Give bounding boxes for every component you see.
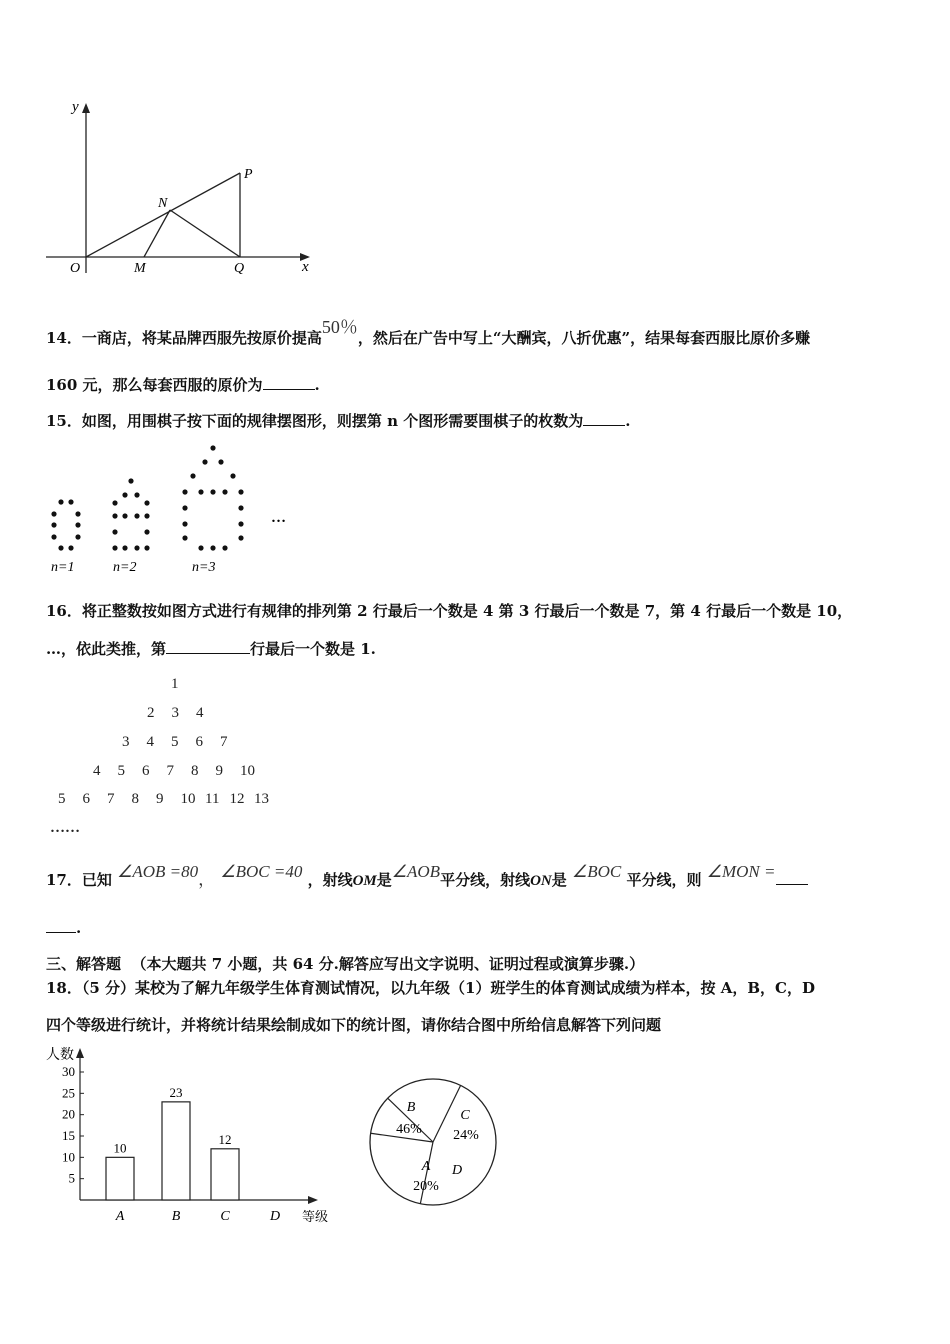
go-stone <box>75 522 80 527</box>
triangle-number: 4 <box>93 763 101 779</box>
go-stone <box>144 500 149 505</box>
go-stone <box>112 545 117 550</box>
go-stone <box>238 505 243 510</box>
q17-angle-boc: ∠BOC <box>572 862 622 881</box>
q16-line2 <box>46 638 376 659</box>
go-stone <box>144 529 149 534</box>
y-axis-arrow <box>82 103 90 113</box>
triangle-number: 8 <box>131 791 139 807</box>
go-stones-group <box>51 445 243 550</box>
pie-percent-label: 20% <box>413 1179 439 1194</box>
go-stone <box>144 513 149 518</box>
pattern-ellipsis: … <box>271 510 286 526</box>
q17-answer-blank-2 <box>46 918 76 933</box>
go-stone <box>222 489 227 494</box>
go-stone <box>182 535 187 540</box>
triangle-number: 7 <box>220 734 228 750</box>
triangle-number: 12 <box>229 791 245 807</box>
q14-end: . <box>314 376 320 394</box>
triangle-number: 8 <box>191 763 199 779</box>
pie-percent-label: 46% <box>396 1122 422 1137</box>
y-tick-label: 20 <box>62 1106 75 1122</box>
pie-slice-label: D <box>451 1163 463 1178</box>
go-stone <box>122 545 127 550</box>
triangle-number: 3 <box>171 705 179 721</box>
triangle-number: 7 <box>107 791 115 807</box>
q14-line2-text: 160 元，那么每套西服的原价为 <box>46 376 263 394</box>
q17-line <box>46 862 808 890</box>
triangle-number: 1 <box>171 676 179 692</box>
bar-chart-x-arrow <box>308 1196 318 1204</box>
triangle-number: 5 <box>117 763 125 779</box>
q16-answer-blank <box>166 639 250 654</box>
go-stone <box>134 513 139 518</box>
q18-line2 <box>46 1014 661 1035</box>
go-stone <box>210 545 215 550</box>
go-stone <box>51 534 56 539</box>
triangle-ellipsis: …… <box>50 820 80 836</box>
go-stone <box>134 492 139 497</box>
q14-text-b: ，然后在广告中写上“大酬宾，八折优惠”，结果每套西服比原价多赚 <box>357 329 811 347</box>
go-stones-figure <box>45 440 305 575</box>
pie-slice-label: B <box>406 1100 416 1115</box>
segment-nm <box>144 210 170 257</box>
go-stone <box>75 534 80 539</box>
go-stone <box>182 505 187 510</box>
x-category-label: B <box>171 1209 181 1224</box>
q18-number: 18． <box>46 979 82 997</box>
go-stone <box>122 513 127 518</box>
bar-value-label: 23 <box>169 1084 183 1100</box>
go-stone <box>58 545 63 550</box>
segment-op <box>86 173 240 257</box>
q18-line2-text: 四个等级进行统计，并将统计结果绘制成如下的统计图，请你结合图中所给信息解答下列问题 <box>46 1016 662 1034</box>
go-stone <box>112 500 117 505</box>
label-o: O <box>70 261 81 276</box>
q17-line2 <box>46 918 81 937</box>
q17-text-b: 平分线，射线 <box>440 871 531 889</box>
go-stone <box>68 499 73 504</box>
q16-text: 将正整数按如图方式进行有规律的排列第 2 行最后一个数是 4 第 3 行最后一个数是 7，第 4 行最后一个数是 10， <box>81 602 853 620</box>
go-stone <box>222 545 227 550</box>
q17-is1: 是 <box>376 871 392 889</box>
go-stone <box>75 511 80 516</box>
go-stone <box>122 492 127 497</box>
label-y: y <box>72 99 79 115</box>
q16-line2-text-a: …，依此类推，第 <box>46 640 167 658</box>
q16-number: 16． <box>46 602 82 620</box>
triangle-number: 5 <box>171 734 179 750</box>
q17-angle-mon: ∠MON = <box>706 862 776 881</box>
triangle-number: 6 <box>195 734 203 750</box>
x-category-label: C <box>220 1209 230 1224</box>
q17-number: 17． <box>46 871 82 889</box>
go-stone <box>112 513 117 518</box>
triangle-number: 6 <box>142 763 150 779</box>
y-tick-label: 5 <box>68 1170 75 1186</box>
q18-text: （5 分）某校为了解九年级学生体育测试情况，以九年级（1）班学生的体育测试成绩为样本，按 A，B，C，D <box>81 979 815 997</box>
go-stone <box>238 521 243 526</box>
go-stone <box>230 473 235 478</box>
bar-chart-xlabel: 等级 <box>302 1209 329 1224</box>
q17-end: . <box>76 919 82 937</box>
go-stone <box>238 535 243 540</box>
q17-text-c: 平分线，则 <box>626 871 702 889</box>
go-stone <box>51 522 56 527</box>
go-stone <box>210 489 215 494</box>
y-tick-label: 10 <box>62 1149 75 1165</box>
triangle-number: 10 <box>240 763 255 779</box>
go-stone <box>198 489 203 494</box>
bar-a <box>106 1157 134 1200</box>
coordinate-figure <box>40 95 320 280</box>
go-stone <box>198 545 203 550</box>
q17-angle-aob: ∠AOB <box>391 862 441 881</box>
pattern-label-n2: n=2 <box>113 560 137 575</box>
go-stone <box>218 459 223 464</box>
bar-chart-y-arrow <box>76 1048 84 1058</box>
bar-chart <box>40 1042 340 1227</box>
pie-slice-label: A <box>421 1159 431 1174</box>
q17-known: 已知 <box>81 871 112 889</box>
triangle-number: 11 <box>205 791 220 807</box>
go-stone <box>144 545 149 550</box>
q17-angle-boc-40: ∠BOC =40 <box>220 862 303 881</box>
q16-line1 <box>46 600 852 621</box>
triangle-number: 10 <box>180 791 196 807</box>
label-m: M <box>134 261 146 276</box>
q17-om: OM <box>352 873 377 889</box>
go-stone <box>190 473 195 478</box>
bar-b <box>162 1102 190 1200</box>
go-stone <box>182 489 187 494</box>
label-x: x <box>302 259 309 275</box>
go-stone <box>128 478 133 483</box>
triangle-number: 13 <box>254 791 269 807</box>
label-q: Q <box>234 261 245 276</box>
x-category-label: A <box>115 1209 125 1224</box>
pie-slice-label: C <box>460 1108 470 1123</box>
triangle-number: 2 <box>147 705 155 721</box>
q17-angle-aob-80: ∠AOB =80 <box>117 862 199 881</box>
q15-answer-blank <box>583 411 625 426</box>
q14-line1 <box>46 317 811 349</box>
bar-value-label: 12 <box>218 1131 232 1147</box>
q15-line <box>46 410 630 431</box>
pie-percent-label: 24% <box>453 1128 479 1143</box>
go-stone <box>238 489 243 494</box>
triangle-number: 9 <box>215 763 223 779</box>
q17-is2: 是 <box>551 871 567 889</box>
go-stone <box>51 511 56 516</box>
go-stone <box>202 459 207 464</box>
q16-line2-text-b: 行最后一个数是 1. <box>250 640 376 658</box>
q14-percent: 50％ <box>321 317 358 337</box>
y-tick-label: 30 <box>62 1064 75 1079</box>
pattern-label-n3: n=3 <box>192 560 216 575</box>
go-stone <box>58 499 63 504</box>
q17-text-a: ，射线 <box>307 871 353 889</box>
triangle-number: 5 <box>58 791 66 807</box>
q18-line1 <box>46 977 815 998</box>
go-stone <box>134 545 139 550</box>
pattern-label-n1: n=1 <box>51 560 75 575</box>
triangle-number: 4 <box>196 705 204 721</box>
go-stone <box>68 545 73 550</box>
go-stone <box>210 445 215 450</box>
go-stone <box>182 521 187 526</box>
q15-text: 如图，用围棋子按下面的规律摆图形，则摆第 n 个图形需要围棋子的枚数为 <box>81 412 584 430</box>
triangle-number: 9 <box>156 791 164 807</box>
q14-answer-blank <box>263 375 315 390</box>
q17-answer-blank-1 <box>776 870 808 885</box>
bar-c <box>211 1149 239 1200</box>
segment-nq <box>170 210 240 257</box>
q15-number: 15． <box>46 412 82 430</box>
bar-value-label: 10 <box>113 1140 127 1156</box>
y-tick-label: 15 <box>62 1128 75 1143</box>
triangle-number: 3 <box>122 734 130 750</box>
go-stone <box>112 529 117 534</box>
q14-text-a: 一商店，将某品牌西服先按原价提高 <box>81 329 322 347</box>
q14-line2 <box>46 374 320 395</box>
section3-title: 三、解答题 <box>46 955 122 973</box>
section3-note: （本大题共 7 小题，共 64 分.解答应写出文字说明、证明过程或演算步骤.） <box>131 955 645 973</box>
bar-chart-ylabel: 人数 <box>46 1048 74 1063</box>
triangle-number: 4 <box>146 734 154 750</box>
label-n: N <box>158 196 168 211</box>
pie-chart <box>365 1075 505 1215</box>
triangle-number: 6 <box>82 791 90 807</box>
q15-end: . <box>625 412 631 430</box>
q17-on: ON <box>530 873 552 889</box>
q14-number: 14． <box>46 329 82 347</box>
triangle-number: 7 <box>166 763 174 779</box>
y-tick-label: 25 <box>62 1085 75 1101</box>
label-p: P <box>244 167 253 182</box>
section3-heading <box>46 953 644 974</box>
x-category-label: D <box>269 1209 281 1224</box>
q17-comma: ， <box>198 870 216 889</box>
